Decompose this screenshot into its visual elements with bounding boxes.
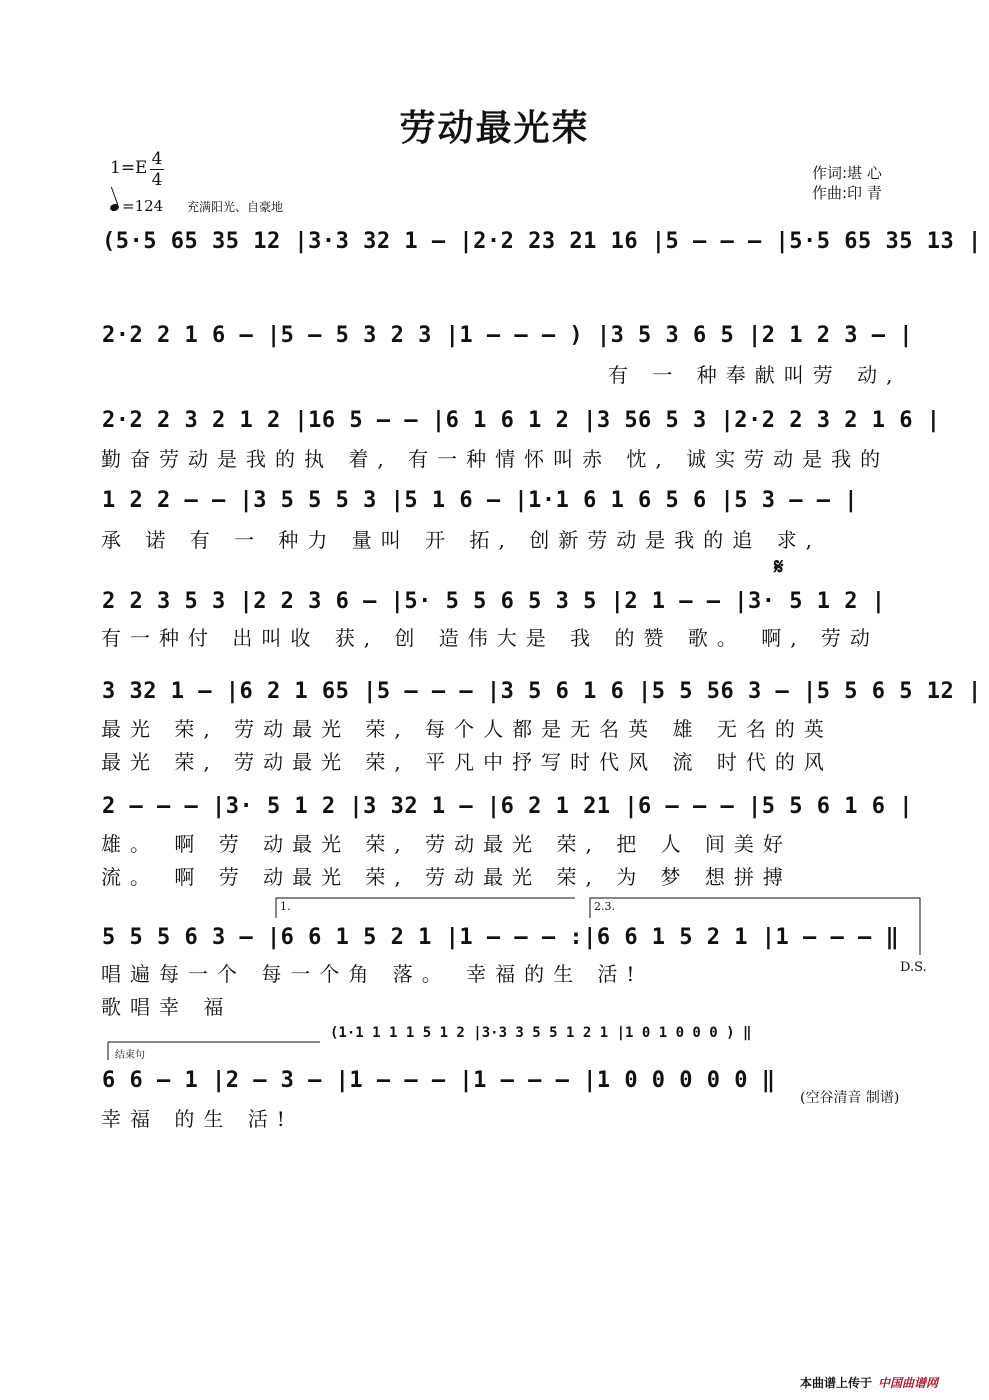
footer-text: 本曲谱上传于 <box>800 1376 873 1390</box>
coda-small-row: (1·1 1 1 1 5 1 2 |3·3 3 5 5 1 2 1 |1 0 1 0 0 0 ) ‖ <box>330 1025 752 1041</box>
volta-2-label: 2.3. <box>594 900 615 913</box>
lyric-row-9: 幸福 的生 活! <box>101 1107 294 1131</box>
music-row-4: 1 2 2 – – |3 5 5 5 3 |5 1 6 – |1·1 6 1 6 5 6 |5 3 – – | <box>102 488 858 513</box>
tempo-value: =124 <box>122 197 164 215</box>
lyric-row-5: 有一种付 出叫收 获, 创 造伟大是 我 的赞 歌。 啊, 劳动 <box>101 626 879 650</box>
expression-marking: 充满阳光、自豪地 <box>187 200 284 214</box>
time-signature-bottom: 4 <box>151 170 163 190</box>
lyric-row-7a: 雄。 啊 劳 动最光 荣, 劳动最光 荣, 把 人 间美好 <box>101 832 792 856</box>
ending-label: 结束句 <box>115 1050 145 1061</box>
maker-credit: (空谷清音 制谱) <box>800 1090 900 1106</box>
footer <box>800 1374 938 1391</box>
ds-marking: D.S. <box>900 960 927 975</box>
lyric-row-8a: 唱遍每一个 每一个角 落。 幸福的生 活! <box>101 962 644 986</box>
lyricist-credit: 作词:堪 心 <box>812 164 882 182</box>
music-row-1: (5·5 65 35 12 |3·3 32 1 – |2·2 23 21 16 |5 – – – |5·5 65 35 13 | <box>102 229 982 254</box>
segno-icon: 𝄋 <box>774 555 784 580</box>
lyric-row-7b: 流。 啊 劳 动最光 荣, 劳动最光 荣, 为 梦 想拼搏 <box>101 865 792 889</box>
music-row-2: 2·2 2 1 6 – |5 – 5 3 2 3 |1 – – – ) |3 5 3 6 5 |2 1 2 3 – | <box>102 323 913 348</box>
page-title: 劳动最光荣 <box>399 107 590 149</box>
music-row-7: 2 – – – |3· 5 1 2 |3 32 1 – |6 2 1 21 |6 – – – |5 5 6 1 6 | <box>102 794 913 819</box>
lyric-row-3: 勤奋劳动是我的执 着, 有一种情怀叫赤 忱, 诚实劳动是我的 <box>101 447 890 471</box>
lyric-row-6a: 最光 荣, 劳动最光 荣, 每个人都是无名英 雄 无名的英 <box>101 717 833 741</box>
lyric-row-8b: 歌唱幸 福 <box>101 995 233 1019</box>
key-signature: 1=E <box>110 158 148 178</box>
time-signature-top: 4 <box>151 149 163 169</box>
music-row-5: 2 2 3 5 3 |2 2 3 6 – |5· 5 5 6 5 3 5 |2 1 – – |3· 5 1 2 | <box>102 589 886 614</box>
footer-brand[interactable]: 中国曲谱网 <box>878 1376 939 1390</box>
lyric-row-2: 有 一 种奉献叫劳 动, <box>608 363 902 387</box>
composer-credit: 作曲:印 青 <box>812 184 882 202</box>
music-row-8: 5 5 5 6 3 – |6 6 1 5 2 1 |1 – – – :|6 6 1 5 2 1 |1 – – – ‖ <box>102 925 900 950</box>
music-row-9: 6 6 – 1 |2 – 3 – |1 – – – |1 – – – |1 0 0 0 0 0 ‖ <box>102 1068 776 1093</box>
lyric-row-6b: 最光 荣, 劳动最光 荣, 平凡中抒写时代风 流 时代的风 <box>101 750 833 774</box>
music-row-6: 3 32 1 – |6 2 1 65 |5 – – – |3 5 6 1 6 |5 5 56 3 – |5 5 6 5 12 | <box>102 679 982 704</box>
lyric-row-4: 承 诺 有 一 种力 量叫 开 拓, 创新劳动是我的追 求, <box>101 528 821 552</box>
music-row-3: 2·2 2 3 2 1 2 |16 5 – – |6 1 6 1 2 |3 56 5 3 |2·2 2 3 2 1 6 | <box>102 408 941 433</box>
volta-1-label: 1. <box>280 900 291 913</box>
